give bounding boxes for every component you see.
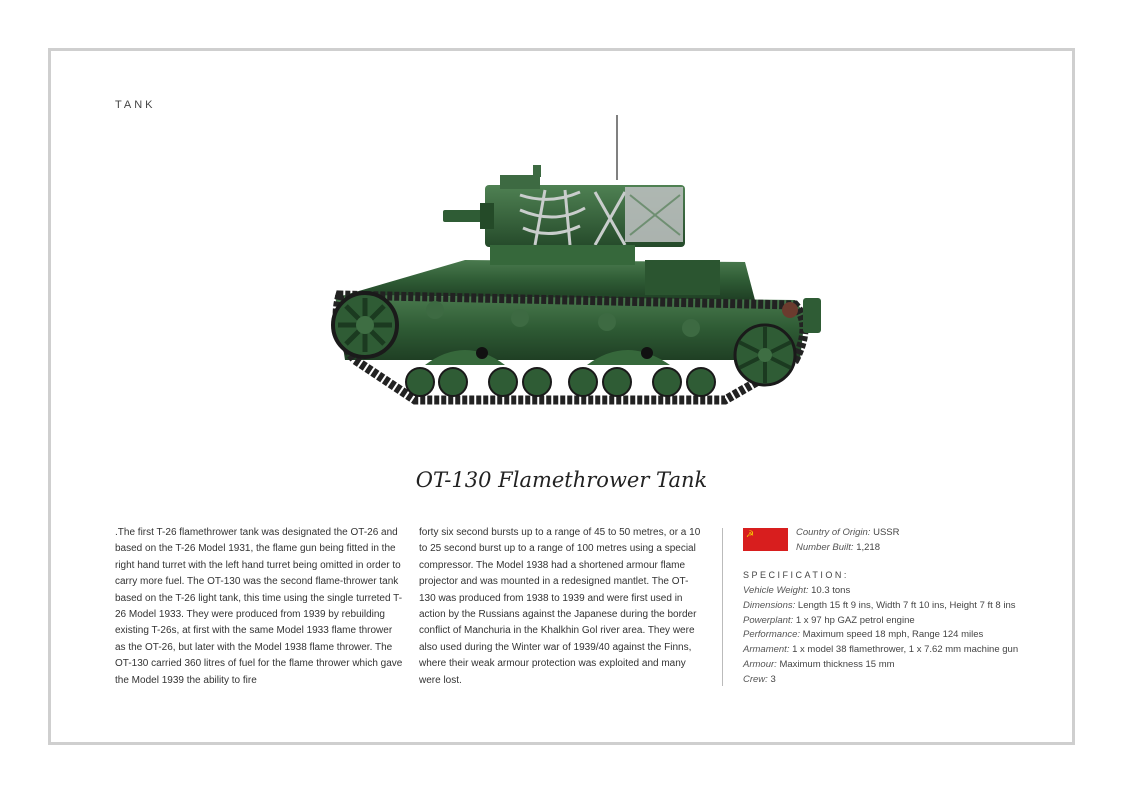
- spec-item: Powerplant: 1 x 97 hp GAZ petrol engine: [743, 614, 915, 626]
- description-column-1: .The first T-26 flamethrower tank was designated the OT-26 and based on the T-26 Model 1931, the flame gun being fitted in the right hand turret with the left hand turret being omitted in order to carry more fuel. The OT-130 was the second flame-thrower tank based on the T-26 light tank, this time using the single turreted T-26 Model 1933. They were produced from 1939 by rebuilding existing T-26s, at first with the same Model 1933 flame thrower as the OT-26, but later with the Model 1938 flame thrower. The OT-130 carried 360 litres of fuel for the flame thrower which gave the Model 1939 the ability to fire: [115, 527, 403, 686]
- specification-list: [743, 584, 1018, 688]
- tank-title: OT-130 Flamethrower Tank: [415, 468, 708, 492]
- category-label: TANK: [115, 99, 156, 111]
- spec-item: Armament: 1 x model 38 flamethrower, 1 x 7.62 mm machine gun: [743, 644, 1019, 656]
- origin-info: [796, 525, 900, 555]
- spec-item: Armour: Maximum thickness 15 mm: [743, 658, 895, 670]
- specification-heading: SPECIFICATION:: [743, 570, 849, 580]
- description-column-2: forty six second bursts up to a range of 45 to 50 metres, or a 10 to 25 second burst up to a range of 100 metres using a special compressor. The Model 1938 had a shortened armour flame projector and was mounted in a redesigned mantlet. The OT-130 was produced from 1938 to 1939 and were first used in action by the Russians against the Japanese during the border conflict of Manchuria in the Khalkhin Gol river area. They were also used during the Winter war of 1939/40 against the Finns, where their weak armour protection was exploited and many were lost.: [419, 527, 701, 686]
- number-built: Number Built: 1,218: [796, 542, 880, 553]
- spec-item: Dimensions: Length 15 ft 9 ins, Width 7 ft 10 ins, Height 7 ft 8 ins: [743, 599, 1016, 611]
- column-divider: [722, 528, 723, 686]
- tank-illustration: [325, 110, 825, 410]
- spec-item: Crew: 3: [743, 673, 776, 685]
- country-of-origin: Country of Origin: USSR: [796, 527, 900, 538]
- spec-item: Performance: Maximum speed 18 mph, Range 124 miles: [743, 629, 984, 641]
- ussr-flag-icon: ☭: [743, 528, 788, 551]
- spec-item: Vehicle Weight: 10.3 tons: [743, 585, 851, 596]
